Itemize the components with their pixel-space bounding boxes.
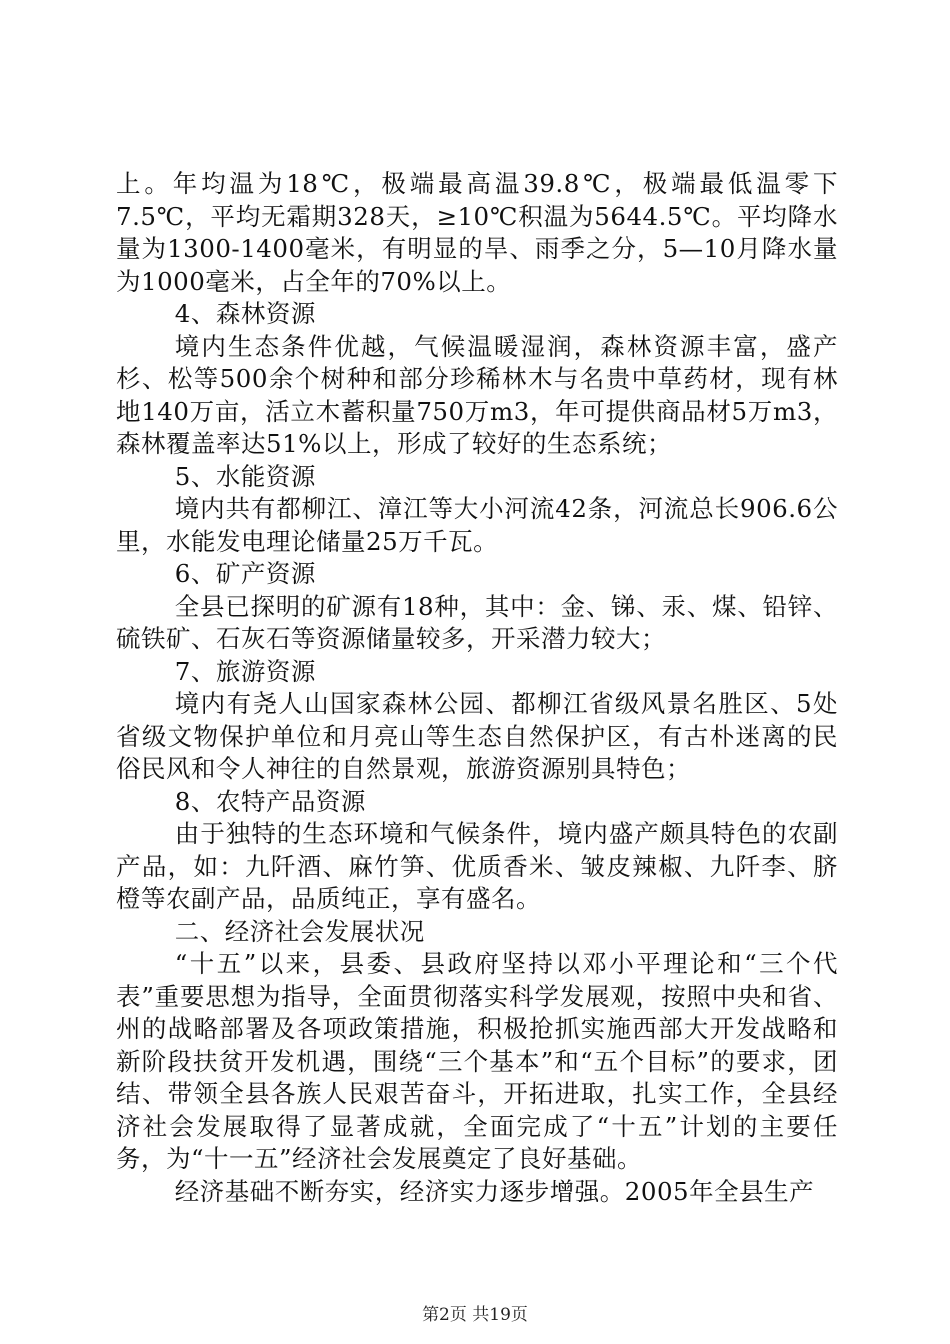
paragraph-climate-cont: 上。年均温为18℃，极端最高温39.8℃，极端最低温零下7.5℃，平均无霜期328天，≥10℃积温为5644.5℃。平均降水量为1300-1400毫米，有明显的旱、雨季之分，5—10月降水量为1000毫米，占全年的70%以上。 xyxy=(116,169,838,296)
paragraph-forest: 境内生态条件优越，气候温暖湿润，森林资源丰富，盛产杉、松等500余个树种和部分珍稀林木与名贵中草药材，现有林地140万亩，活立木蓄积量750万m3，年可提供商品材5万m3，森林覆盖率达51%以上，形成了较好的生态系统； xyxy=(116,331,838,458)
paragraph-tourism: 境内有尧人山国家森林公园、都柳江省级风景名胜区、5处省级文物保护单位和月亮山等生态自然保护区，有古朴迷离的民俗民风和令人神往的自然景观，旅游资源别具特色； xyxy=(116,689,838,783)
paragraph-development: “十五”以来，县委、县政府坚持以邓小平理论和“三个代表”重要思想为指导，全面贯彻落实科学发展观，按照中央和省、州的战略部署及各项政策措施，积极抢抓实施西部大开发战略和新阶段扶贫开发机遇，围绕“三个基本”和“五个目标”的要求，团结、带领全县各族人民艰苦奋斗，开拓进取，扎实工作，全县经济社会发展取得了显著成就，全面完成了“十五”计划的主要任务，为“十一五”经济社会发展奠定了良好基础。 xyxy=(116,949,838,1173)
paragraph-economy: 经济基础不断夯实，经济实力逐步增强。2005年全县生产 xyxy=(174,1176,815,1206)
document-body xyxy=(116,168,838,1208)
heading-forest-resources: 4、森林资源 xyxy=(174,299,316,328)
heading-agri-products: 8、农特产品资源 xyxy=(174,786,366,816)
heading-mineral-resources: 6、矿产资源 xyxy=(174,559,316,588)
heading-hydro-resources: 5、水能资源 xyxy=(174,461,316,491)
heading-economic-development: 二、经济社会发展状况 xyxy=(174,916,425,946)
paragraph-agri: 由于独特的生态环境和气候条件，境内盛产颇具特色的农副产品，如：九阡酒、麻竹笋、优质香米、皱皮辣椒、九阡李、脐橙等农副产品，品质纯正，享有盛名。 xyxy=(116,819,838,913)
paragraph-hydro: 境内共有都柳江、漳江等大小河流42条，河流总长906.6公里，水能发电理论储量25万千瓦。 xyxy=(116,494,838,556)
paragraph-mineral: 全县已探明的矿源有18种，其中：金、锑、汞、煤、铅锌、硫铁矿、石灰石等资源储量较多，开采潜力较大； xyxy=(116,591,838,653)
page-number-footer: 第2页 共19页 xyxy=(422,1305,528,1325)
heading-tourism-resources: 7、旅游资源 xyxy=(174,656,316,686)
